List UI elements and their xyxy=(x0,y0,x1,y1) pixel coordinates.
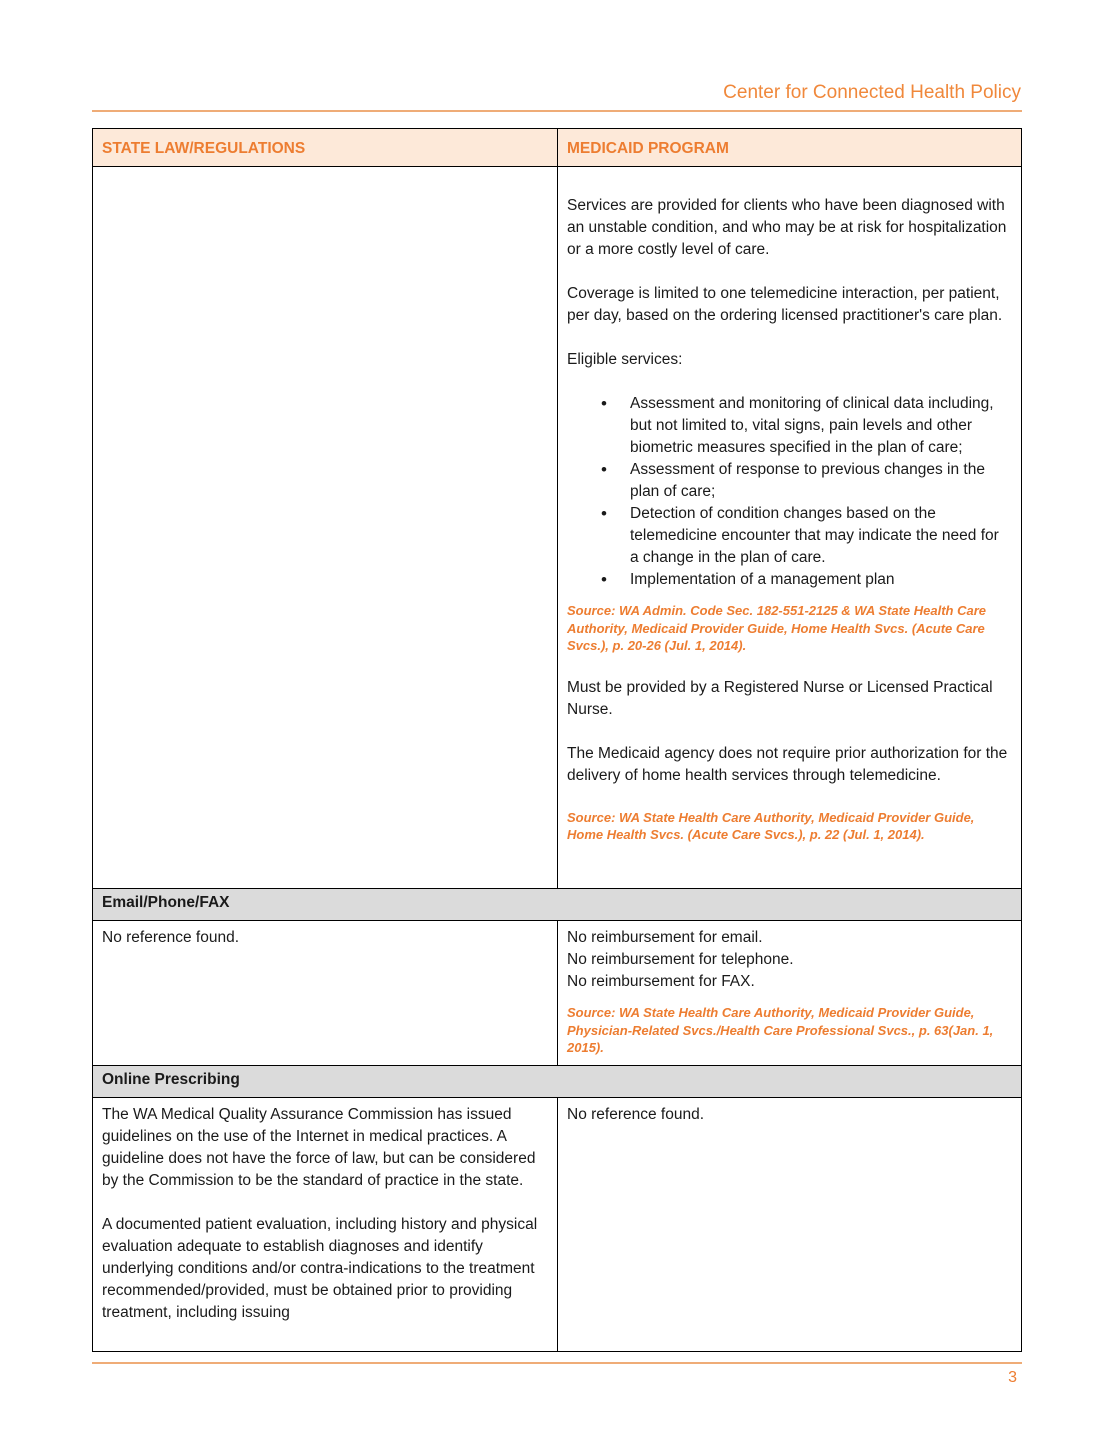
paragraph-must-be-provided: Must be provided by a Registered Nurse or Licensed Practical Nurse. xyxy=(567,678,993,718)
column-header-medicaid-program: MEDICAID PROGRAM xyxy=(557,129,1021,166)
medicaid-cell-email xyxy=(557,921,1021,1065)
source-citation: Source: WA State Health Care Authority, Medicaid Provider Guide, Physician-Related Svcs./Health Care Professional Svcs., p. 63(Jan. 1, 2015). xyxy=(567,1005,994,1055)
column-header-state-law: STATE LAW/REGULATIONS xyxy=(102,140,306,157)
page-number: 3 xyxy=(1008,1369,1017,1386)
section-header-email-phone-fax: Email/Phone/FAX xyxy=(93,888,1021,921)
header-divider-rule xyxy=(92,110,1022,112)
page-header-title: Center for Connected Health Policy xyxy=(723,82,1021,103)
list-item: • Detection of condition changes based on the telemedicine encounter that may indicate the need for a change in the plan of care. xyxy=(599,503,1011,569)
list-item: • Assessment and monitoring of clinical data including, but not limited to, vital signs, pain levels and other biometric measures specified in the plan of care; xyxy=(599,393,1011,459)
source-citation: Source: WA Admin. Code Sec. 182-551-2125 & WA State Health Care Authority, Medicaid Provider Guide, Home Health Svcs. (Acute Care Svcs.), p. 20-26 (Jul. 1, 2014). xyxy=(567,603,987,653)
state-law-cell-online-prescribing xyxy=(93,1098,557,1351)
medicaid-cell-home-health xyxy=(557,167,1021,888)
table-row xyxy=(93,1098,1021,1351)
paragraph-commission-guidelines: The WA Medical Quality Assurance Commission has issued guidelines on the use of the Internet in medical practices. A guideline does not have the force of law, but can be considered by the Commission to be the standard of practice in the state. xyxy=(102,1106,536,1189)
paragraph-eligible-services: Eligible services: xyxy=(567,351,683,368)
state-law-cell-email xyxy=(93,921,557,1065)
table-row xyxy=(93,167,1021,888)
source-citation: Source: WA State Health Care Authority, Medicaid Provider Guide, Home Health Svcs. (Acute Care Svcs.), p. 22 (Jul. 1, 2014). xyxy=(567,809,975,842)
paragraph-no-reference: No reference found. xyxy=(567,1106,705,1123)
paragraph-documented-evaluation: A documented patient evaluation, including history and physical evaluation adequate to establish diagnoses and identify underlying conditions and/or contra-indications to the treatment recommended/provided, must be obtained prior to providing treatment, including issuing xyxy=(102,1216,538,1321)
paragraph-no-prior-authorization: The Medicaid agency does not require prior authorization for the delivery of home health services through telemedicine. xyxy=(567,744,1008,784)
paragraph-coverage-limited: Coverage is limited to one telemedicine interaction, per patient, per day, based on the ordering licensed practitioner's care plan. xyxy=(567,285,1003,324)
list-item: • Assessment of response to previous changes in the plan of care; xyxy=(599,459,1011,503)
medicaid-cell-online-prescribing xyxy=(557,1098,1021,1351)
state-law-cell-empty xyxy=(93,167,557,888)
eligible-services-list xyxy=(599,393,1011,591)
paragraph-no-reference: No reference found. xyxy=(102,929,240,946)
paragraph-services-provided: Services are provided for clients who have been diagnosed with an unstable condition, and who may be at risk for hospitalization or a more costly level of care. xyxy=(567,197,1007,258)
table-header-row xyxy=(93,129,1021,167)
table-row xyxy=(93,921,1021,1065)
list-item: • Implementation of a management plan xyxy=(599,569,1011,591)
policy-table xyxy=(92,128,1022,1352)
no-reimbursement-fax-line: No reimbursement for FAX. xyxy=(567,973,755,990)
no-reimbursement-email-line: No reimbursement for email. xyxy=(567,929,763,946)
section-header-online-prescribing: Online Prescribing xyxy=(93,1065,1021,1098)
footer-divider-rule xyxy=(92,1362,1022,1364)
no-reimbursement-telephone-line: No reimbursement for telephone. xyxy=(567,951,794,968)
